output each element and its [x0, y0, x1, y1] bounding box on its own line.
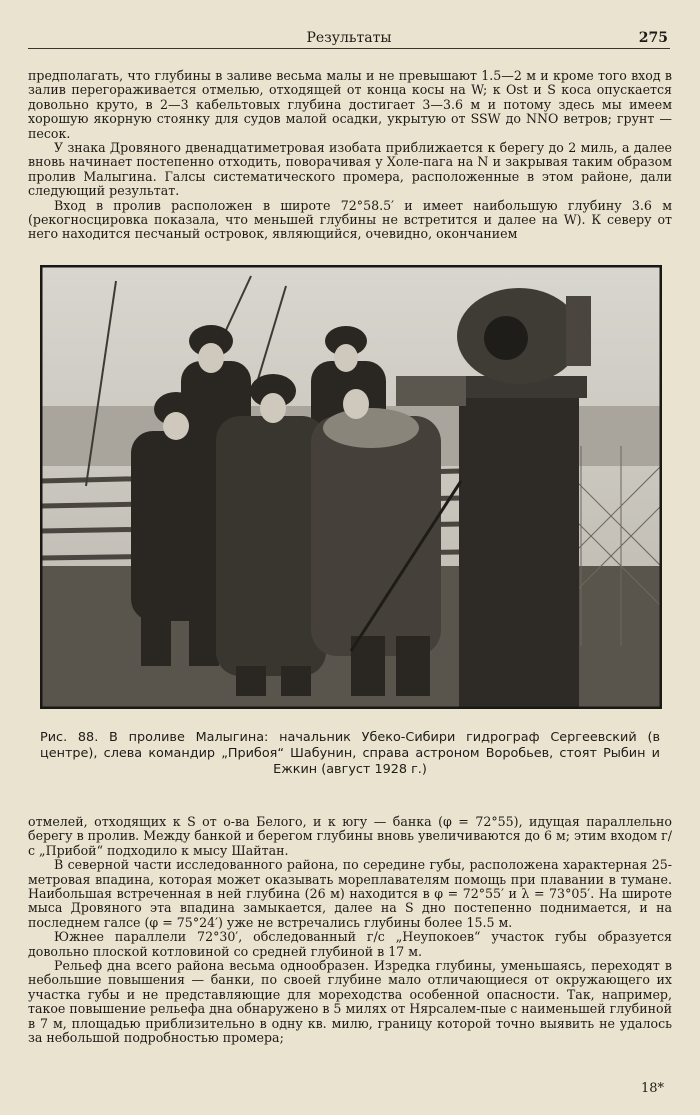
- figure-photograph: [40, 265, 662, 709]
- paragraph: Южнее параллели 72°30′, обследованный г/с „Неупокоев“ участок губы образуется довольно плоской котловиной со средней глубиной в 17 м.: [28, 929, 672, 959]
- paragraph: У знака Дровяного двенадцатиметровая изобата приближается к берегу до 2 миль, а далее вновь начинает постепенно отходить, поворачивая у Холе-пага на N и закрывая таким образом пролив Малыгина. Галсы систематического промера, расположенные в этом районе, дали следующий результат.: [28, 140, 672, 199]
- figure-caption: [40, 730, 660, 778]
- paragraph: В северной части исследованного района, по середине губы, расположена характерная 25-метровая впадина, которая может оказывать мореплавателям помощь при плавании в тумане. Наибольшая встреченная в ней глубина (26 м) находится в φ = 72°55′ и λ = 73°05′. На широте мыса Дровяного эта впадина замыкается, далее на S дно постепенно поднимается, и на последнем галсе (φ = 75°24′) уже не встречались глубины более 15.5 м.: [28, 857, 672, 930]
- signature-mark: 18*: [640, 1081, 664, 1096]
- caption-text: Рис. 88. В проливе Малыгина: начальник Убеко-Сибири гидрограф Сергеевский (в центре), слева командир „Прибоя“ Шабунин, справа астроном Воробьев, стоят Рыбин и Ежкин (август 1928 г.): [40, 730, 660, 777]
- paragraph: Рельеф дна всего района весьма однообразен. Изредка глубины, уменьшаясь, переходят в небольшие повышения — банки, по своей глубине мало отличающиеся от окружающего их участка губы и не представляющие для мореходства особенной опасности. Так, например, такое повышение рельефа дна обнаружено в 5 милях от Нярсалем-пые с наименьшей глубиной в 7 м, площадью приблизительно в одну кв. милю, границу которой точно выявить не удалось за небольшой подробностью промера;: [28, 958, 672, 1046]
- top-text-block: [28, 69, 672, 242]
- running-header: [28, 28, 670, 49]
- paragraph: отмелей, отходящих к S от о-ва Белого, и к югу — банка (φ = 72°55), идущая параллельно берегу в пролив. Между банкой и берегом глубины вновь увеличиваются до 6 м; этим входом г/с „Прибой“ подходило к мысу Шайтан.: [28, 814, 672, 858]
- running-title: Результаты: [306, 30, 392, 46]
- page-number: 275: [638, 30, 668, 46]
- paragraph: Вход в пролив расположен в широте 72°58.5′ и имеет наибольшую глубину 3.6 м (рекогносцировка показала, что меньшей глубины не встретится и далее на W). К северу от него находится песчаный островок, являющийся, очевидно, окончанием: [28, 197, 672, 242]
- paragraph: предполагать, что глубины в заливе весьма малы и не превышают 1.5—2 м и кроме того вход в залив перегораживается отмелью, отходящей от конца косы на W; к Ost и S коса опускается довольно круто, в 2—3 кабельтовых глубина достигает 3—3.6 м и потому здесь мы имеем хорошую якорную стоянку для судов малой осадки, укрытую от SSW до NNO ветров; грунт — песок.: [28, 68, 672, 141]
- bottom-text-block: [28, 815, 672, 1046]
